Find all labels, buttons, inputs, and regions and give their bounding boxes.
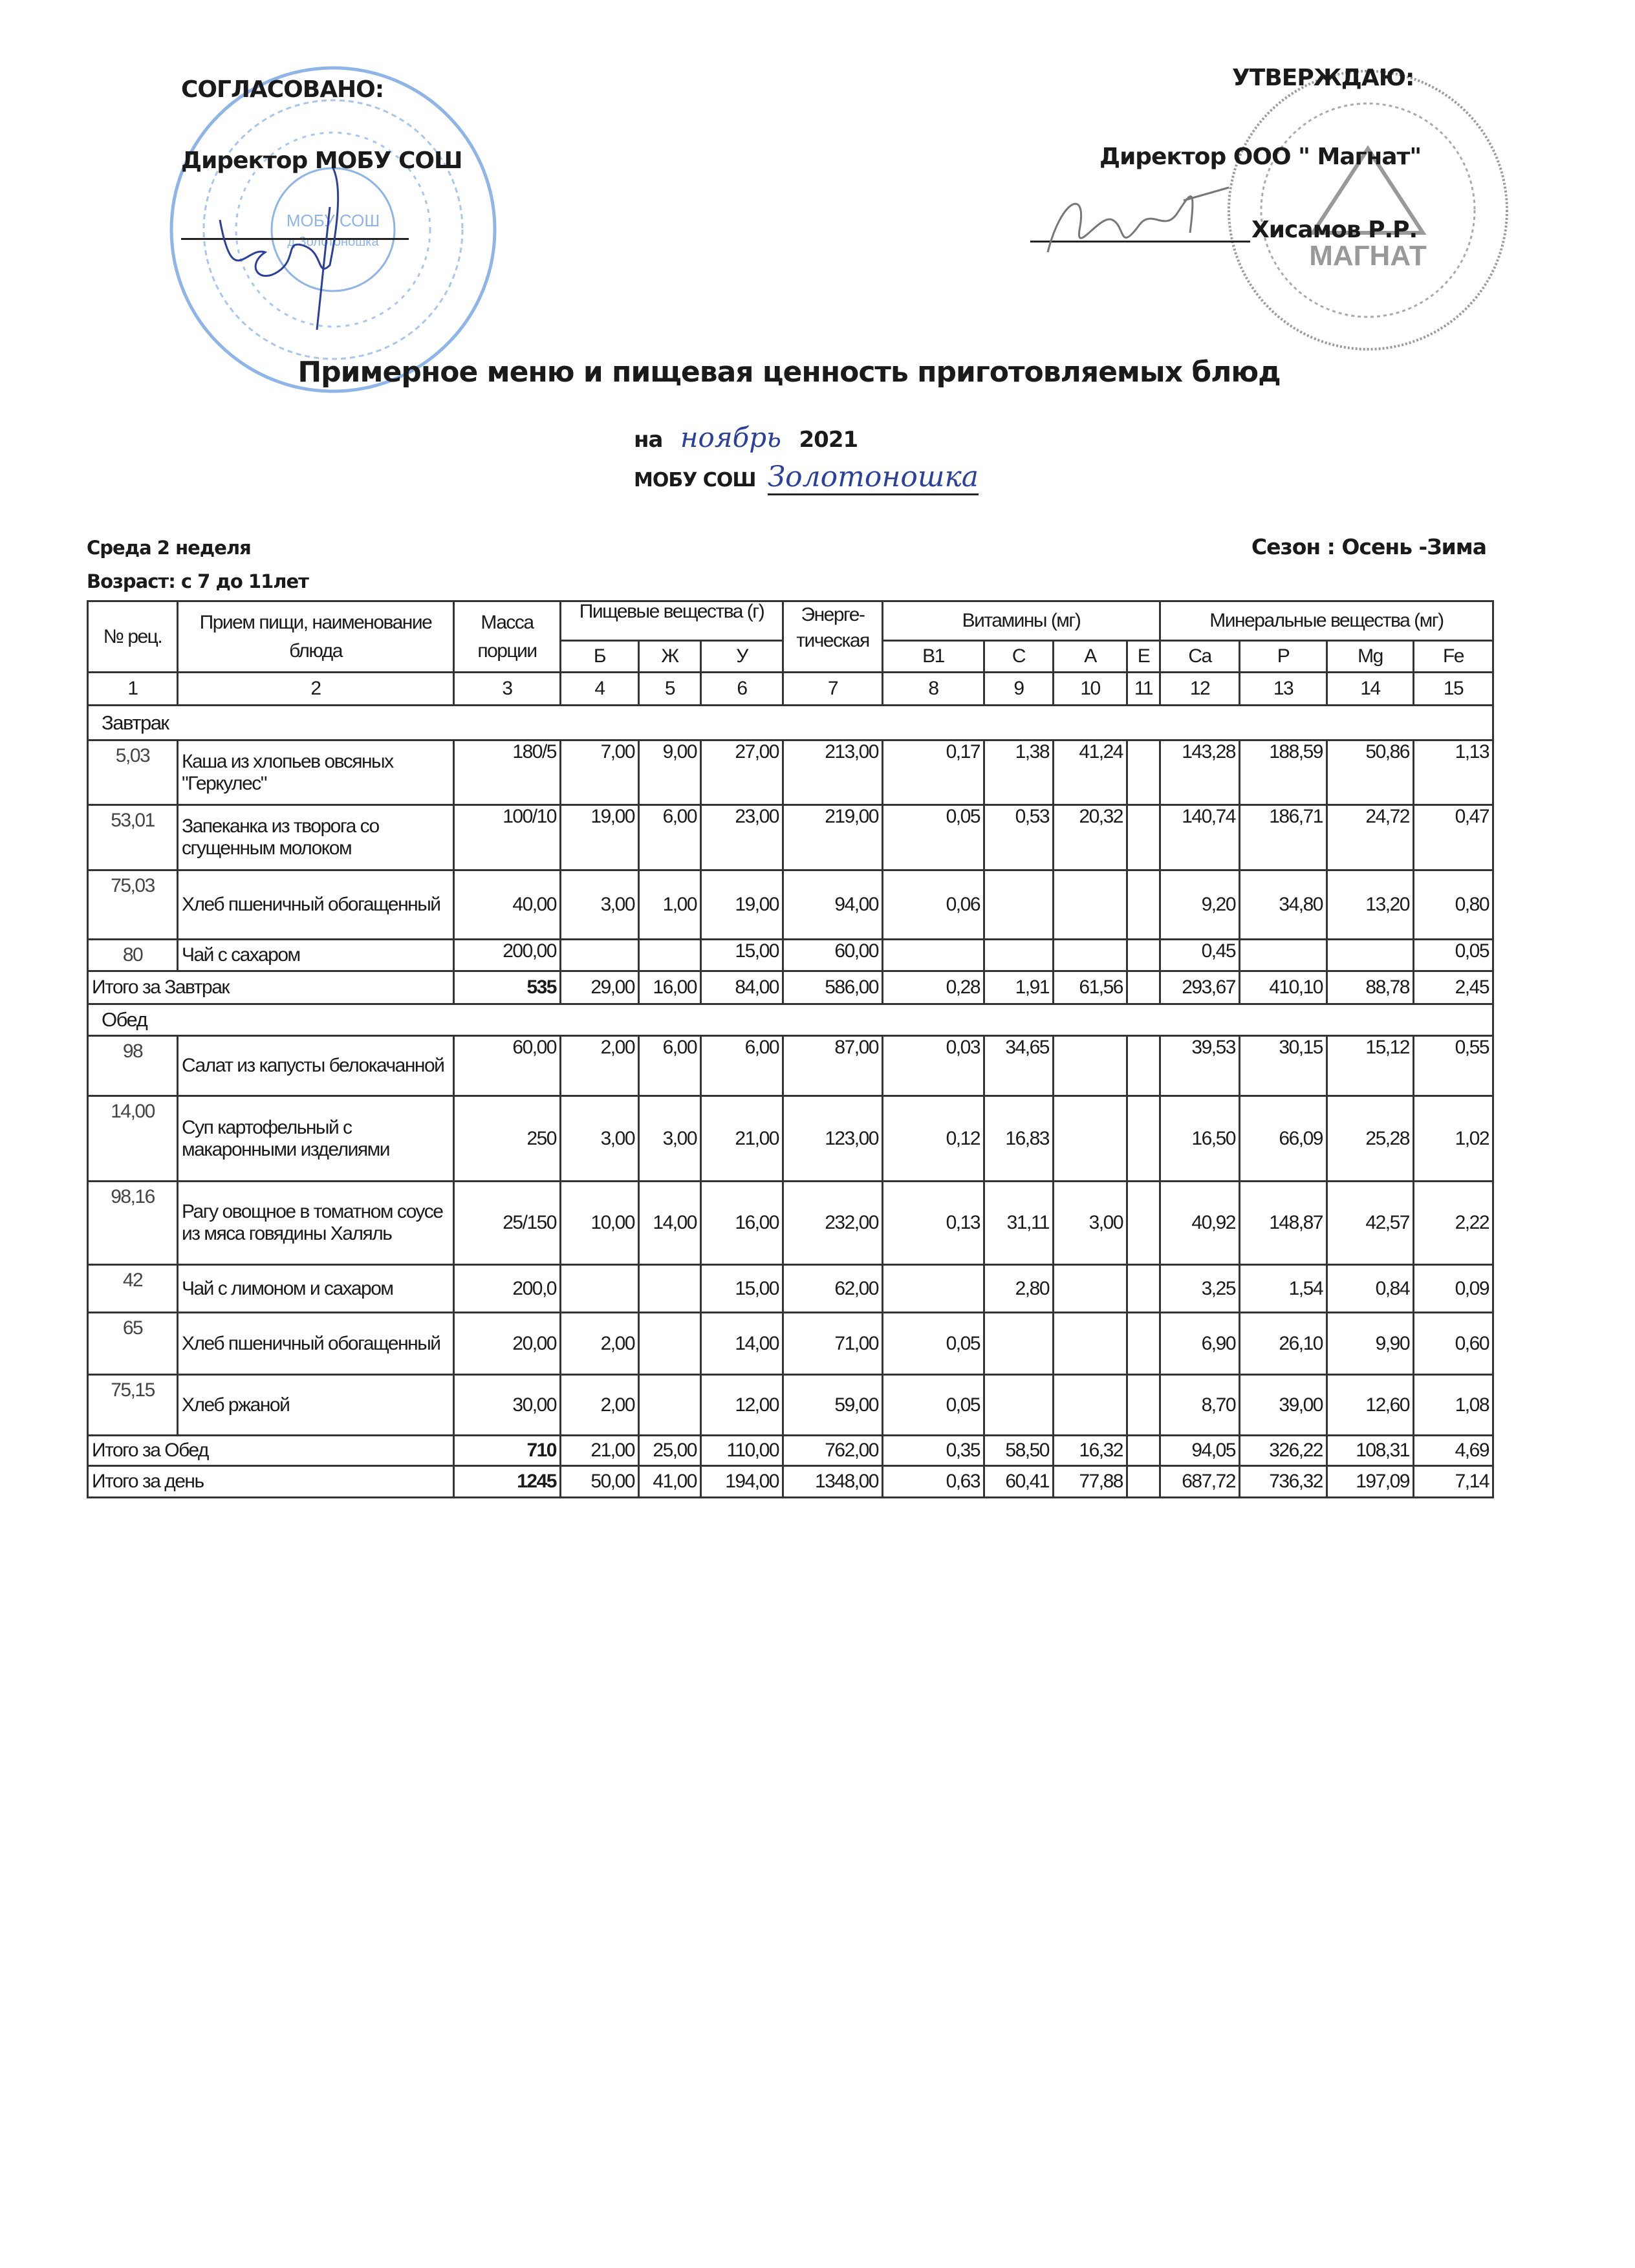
value-cell: 219,00: [783, 805, 883, 870]
approval-left-label: СОГЛАСОВАНО:: [181, 76, 384, 103]
value-cell: 25,28: [1327, 1096, 1414, 1182]
age-label: Возраст: с 7 до 11лет: [87, 570, 309, 592]
total-value: 25,00: [639, 1436, 701, 1466]
value-cell: [639, 940, 701, 971]
column-number: 4: [561, 673, 639, 706]
day-total-value: 60,41: [984, 1466, 1054, 1498]
value-cell: 0,05: [883, 805, 984, 870]
value-cell: 0,47: [1414, 805, 1493, 870]
dish-name: Рагу овощное в томатном соусе из мяса говядины Халяль: [178, 1182, 454, 1265]
value-cell: 40,00: [454, 870, 561, 940]
value-cell: 19,00: [701, 870, 783, 940]
value-cell: 42,57: [1327, 1182, 1414, 1265]
date-year: 2021: [799, 427, 858, 453]
value-cell: 94,00: [783, 870, 883, 940]
total-value: 410,10: [1240, 971, 1327, 1004]
value-cell: 19,00: [561, 805, 639, 870]
dish-name: Хлеб пшеничный обогащенный: [178, 870, 454, 940]
value-cell: 3,00: [561, 870, 639, 940]
day-total-value: 1348,00: [783, 1466, 883, 1498]
value-cell: 2,80: [984, 1265, 1054, 1313]
value-cell: 123,00: [783, 1096, 883, 1182]
approval-left-position: Директор МОБУ СОШ: [181, 147, 462, 174]
day-total-value: 7,14: [1414, 1466, 1493, 1498]
value-cell: [561, 1265, 639, 1313]
value-cell: [1127, 1182, 1160, 1265]
table-row: [88, 805, 1493, 870]
day-total-value: 50,00: [561, 1466, 639, 1498]
value-cell: 31,11: [984, 1182, 1054, 1265]
value-cell: 1,00: [639, 870, 701, 940]
total-mass: 710: [454, 1436, 561, 1466]
total-value: 2,45: [1414, 971, 1493, 1004]
header-dish: Прием пищи, наименование блюда: [178, 601, 454, 673]
value-cell: [1054, 1313, 1127, 1375]
day-total-value: 194,00: [701, 1466, 783, 1498]
value-cell: [1127, 740, 1160, 805]
subheader-cell: P: [1240, 641, 1327, 673]
recipe-number: 53,01: [88, 805, 178, 870]
value-cell: [1127, 805, 1160, 870]
value-cell: 13,20: [1327, 870, 1414, 940]
value-cell: 60,00: [783, 940, 883, 971]
value-cell: [1054, 940, 1127, 971]
total-value: 16,32: [1054, 1436, 1127, 1466]
value-cell: 16,00: [701, 1182, 783, 1265]
value-cell: 180/5: [454, 740, 561, 805]
column-number: 5: [639, 673, 701, 706]
recipe-number: 14,00: [88, 1096, 178, 1182]
approval-right-label: УТВЕРЖДАЮ:: [1232, 65, 1414, 91]
value-cell: 3,00: [639, 1096, 701, 1182]
table-row: [88, 740, 1493, 805]
dish-name: Салат из капусты белокачанной: [178, 1036, 454, 1096]
table-row: [88, 1096, 1493, 1182]
value-cell: 10,00: [561, 1182, 639, 1265]
value-cell: 0,80: [1414, 870, 1493, 940]
recipe-number: 75,03: [88, 870, 178, 940]
recipe-number: 98,16: [88, 1182, 178, 1265]
value-cell: [1127, 870, 1160, 940]
total-mass: 535: [454, 971, 561, 1004]
section-row: [88, 1004, 1493, 1036]
value-cell: 20,00: [454, 1313, 561, 1375]
value-cell: 24,72: [1327, 805, 1414, 870]
svg-text:д.Золотоношка: д.Золотоношка: [287, 235, 379, 249]
value-cell: 1,54: [1240, 1265, 1327, 1313]
total-value: 16,00: [639, 971, 701, 1004]
school-name-handwritten: Золотоношка: [768, 460, 979, 495]
table-row: [88, 1265, 1493, 1313]
header-energy: Энерге-тическая: [783, 601, 883, 673]
section-name: Завтрак: [88, 706, 1493, 740]
subheader-cell: Fe: [1414, 641, 1493, 673]
value-cell: 140,74: [1160, 805, 1240, 870]
section-name: Обед: [88, 1004, 1493, 1036]
value-cell: 6,00: [639, 1036, 701, 1096]
value-cell: 250: [454, 1096, 561, 1182]
recipe-number: 42: [88, 1265, 178, 1313]
value-cell: 1,08: [1414, 1375, 1493, 1436]
column-number: 12: [1160, 673, 1240, 706]
value-cell: [1327, 940, 1414, 971]
table-row: [88, 870, 1493, 940]
value-cell: 9,00: [639, 740, 701, 805]
subheader-cell: Ca: [1160, 641, 1240, 673]
value-cell: [1054, 1265, 1127, 1313]
table-row: [88, 1182, 1493, 1265]
total-row: [88, 971, 1493, 1004]
value-cell: 9,90: [1327, 1313, 1414, 1375]
value-cell: 39,53: [1160, 1036, 1240, 1096]
value-cell: 6,00: [639, 805, 701, 870]
value-cell: [1127, 1313, 1160, 1375]
value-cell: 15,12: [1327, 1036, 1414, 1096]
header-mass: Масса порции: [454, 601, 561, 673]
dish-name: Суп картофельный с макаронными изделиями: [178, 1096, 454, 1182]
value-cell: 0,13: [883, 1182, 984, 1265]
value-cell: 3,00: [561, 1096, 639, 1182]
value-cell: [1240, 940, 1327, 971]
recipe-number: 80: [88, 940, 178, 971]
column-number: 15: [1414, 673, 1493, 706]
signature-left: [207, 162, 375, 343]
value-cell: 232,00: [783, 1182, 883, 1265]
value-cell: 21,00: [701, 1096, 783, 1182]
day-total-row: [88, 1466, 1493, 1498]
value-cell: 39,00: [1240, 1375, 1327, 1436]
value-cell: [1127, 1375, 1160, 1436]
value-cell: 0,17: [883, 740, 984, 805]
value-cell: 0,03: [883, 1036, 984, 1096]
column-number: 8: [883, 673, 984, 706]
total-value: 29,00: [561, 971, 639, 1004]
day-total-value: 197,09: [1327, 1466, 1414, 1498]
value-cell: 40,92: [1160, 1182, 1240, 1265]
value-cell: 12,00: [701, 1375, 783, 1436]
value-cell: 62,00: [783, 1265, 883, 1313]
value-cell: 2,00: [561, 1036, 639, 1096]
day-total-value: 736,32: [1240, 1466, 1327, 1498]
value-cell: 14,00: [701, 1313, 783, 1375]
subheader-cell: Ж: [639, 641, 701, 673]
total-value: [1127, 1436, 1160, 1466]
total-value: 21,00: [561, 1436, 639, 1466]
value-cell: 15,00: [701, 940, 783, 971]
value-cell: 16,83: [984, 1096, 1054, 1182]
subheader-cell: Б: [561, 641, 639, 673]
value-cell: [639, 1313, 701, 1375]
total-value: 61,56: [1054, 971, 1127, 1004]
value-cell: 6,90: [1160, 1313, 1240, 1375]
dish-name: Каша из хлопьев овсяных "Геркулес": [178, 740, 454, 805]
column-number: 7: [783, 673, 883, 706]
value-cell: 1,02: [1414, 1096, 1493, 1182]
total-row: [88, 1436, 1493, 1466]
value-cell: 60,00: [454, 1036, 561, 1096]
total-value: [1127, 971, 1160, 1004]
value-cell: 0,12: [883, 1096, 984, 1182]
column-number: 14: [1327, 673, 1414, 706]
recipe-number: 98: [88, 1036, 178, 1096]
value-cell: 20,32: [1054, 805, 1127, 870]
value-cell: 0,55: [1414, 1036, 1493, 1096]
value-cell: [1127, 1096, 1160, 1182]
table-row: [88, 1375, 1493, 1436]
day-label: Среда 2 неделя: [87, 537, 251, 559]
total-label: Итого за Завтрак: [88, 971, 454, 1004]
value-cell: [1127, 1036, 1160, 1096]
value-cell: [1054, 870, 1127, 940]
value-cell: 12,60: [1327, 1375, 1414, 1436]
column-number: 3: [454, 673, 561, 706]
date-month-handwritten: ноябрь: [680, 422, 782, 453]
recipe-number: 75,15: [88, 1375, 178, 1436]
total-value: 762,00: [783, 1436, 883, 1466]
total-value: 110,00: [701, 1436, 783, 1466]
value-cell: [1054, 1096, 1127, 1182]
day-total-value: [1127, 1466, 1160, 1498]
table-row: [88, 1036, 1493, 1096]
total-value: 1,91: [984, 971, 1054, 1004]
dish-name: Хлеб пшеничный обогащенный: [178, 1313, 454, 1375]
value-cell: 87,00: [783, 1036, 883, 1096]
value-cell: 2,22: [1414, 1182, 1493, 1265]
value-cell: 7,00: [561, 740, 639, 805]
value-cell: [1054, 1036, 1127, 1096]
value-cell: 15,00: [701, 1265, 783, 1313]
value-cell: 0,53: [984, 805, 1054, 870]
column-number: 9: [984, 673, 1054, 706]
header-nutrients: Пищевые вещества (г): [561, 601, 783, 641]
value-cell: [1054, 1375, 1127, 1436]
svg-text:МАГНАТ: МАГНАТ: [1309, 240, 1427, 272]
dish-name: Чай с сахаром: [178, 940, 454, 971]
day-total-value: 0,63: [883, 1466, 984, 1498]
value-cell: 213,00: [783, 740, 883, 805]
total-value: 94,05: [1160, 1436, 1240, 1466]
total-value: 4,69: [1414, 1436, 1493, 1466]
subheader-cell: А: [1054, 641, 1127, 673]
subheader-cell: С: [984, 641, 1054, 673]
value-cell: [1127, 940, 1160, 971]
value-cell: 30,00: [454, 1375, 561, 1436]
value-cell: 27,00: [701, 740, 783, 805]
value-cell: 34,65: [984, 1036, 1054, 1096]
value-cell: 0,60: [1414, 1313, 1493, 1375]
recipe-number: 65: [88, 1313, 178, 1375]
dish-name: Хлеб ржаной: [178, 1375, 454, 1436]
value-cell: 26,10: [1240, 1313, 1327, 1375]
signature-right: [1035, 175, 1248, 278]
value-cell: 200,00: [454, 940, 561, 971]
table-row: [88, 940, 1493, 971]
value-cell: 23,00: [701, 805, 783, 870]
menu-table: [87, 600, 1494, 1498]
school-prefix: МОБУ СОШ: [634, 469, 756, 491]
date-line: [634, 422, 858, 453]
dish-name: Чай с лимоном и сахаром: [178, 1265, 454, 1313]
value-cell: [984, 1313, 1054, 1375]
value-cell: [883, 1265, 984, 1313]
dish-name: Запеканка из творога со сгущенным молоком: [178, 805, 454, 870]
column-number: 1: [88, 673, 178, 706]
value-cell: 188,59: [1240, 740, 1327, 805]
total-value: 293,67: [1160, 971, 1240, 1004]
value-cell: 30,15: [1240, 1036, 1327, 1096]
header-rec-no: № рец.: [88, 601, 178, 673]
value-cell: [639, 1265, 701, 1313]
value-cell: 186,71: [1240, 805, 1327, 870]
subheader-cell: У: [701, 641, 783, 673]
value-cell: 2,00: [561, 1375, 639, 1436]
approver-name: Хисамов Р.Р.: [1251, 217, 1418, 243]
total-value: 586,00: [783, 971, 883, 1004]
subheader-cell: В1: [883, 641, 984, 673]
value-cell: 8,70: [1160, 1375, 1240, 1436]
total-value: 108,31: [1327, 1436, 1414, 1466]
value-cell: 3,00: [1054, 1182, 1127, 1265]
season-label: Сезон : Осень -Зима: [1251, 534, 1486, 559]
day-total-value: 77,88: [1054, 1466, 1127, 1498]
value-cell: 59,00: [783, 1375, 883, 1436]
value-cell: 9,20: [1160, 870, 1240, 940]
value-cell: 3,25: [1160, 1265, 1240, 1313]
svg-text:МОБУ СОШ: МОБУ СОШ: [286, 211, 380, 230]
date-prefix: на: [634, 427, 663, 453]
value-cell: 1,38: [984, 740, 1054, 805]
day-total-value: 41,00: [639, 1466, 701, 1498]
value-cell: 6,00: [701, 1036, 783, 1096]
value-cell: 16,50: [1160, 1096, 1240, 1182]
value-cell: 0,05: [883, 1375, 984, 1436]
value-cell: 50,86: [1327, 740, 1414, 805]
header-minerals: Минеральные вещества (мг): [1160, 601, 1493, 641]
company-stamp: [1222, 65, 1513, 356]
value-cell: 34,80: [1240, 870, 1327, 940]
value-cell: 148,87: [1240, 1182, 1327, 1265]
value-cell: 100/10: [454, 805, 561, 870]
value-cell: [883, 940, 984, 971]
column-number: 2: [178, 673, 454, 706]
recipe-number: 5,03: [88, 740, 178, 805]
value-cell: [1127, 1265, 1160, 1313]
header-vitamins: Витамины (мг): [883, 601, 1160, 641]
total-value: 326,22: [1240, 1436, 1327, 1466]
value-cell: 66,09: [1240, 1096, 1327, 1182]
column-number: 6: [701, 673, 783, 706]
value-cell: 14,00: [639, 1182, 701, 1265]
value-cell: 25/150: [454, 1182, 561, 1265]
page-title: Примерное меню и пищевая ценность приготовляемых блюд: [298, 356, 1281, 389]
value-cell: 0,05: [1414, 940, 1493, 971]
value-cell: [984, 940, 1054, 971]
column-number: 11: [1127, 673, 1160, 706]
subheader-cell: Е: [1127, 641, 1160, 673]
value-cell: 0,05: [883, 1313, 984, 1375]
total-value: 88,78: [1327, 971, 1414, 1004]
value-cell: 143,28: [1160, 740, 1240, 805]
total-value: 0,35: [883, 1436, 984, 1466]
total-value: 0,28: [883, 971, 984, 1004]
subheader-cell: Mg: [1327, 641, 1414, 673]
table-row: [88, 1313, 1493, 1375]
value-cell: [561, 940, 639, 971]
value-cell: 2,00: [561, 1313, 639, 1375]
school-line: [634, 460, 979, 493]
value-cell: [984, 870, 1054, 940]
value-cell: 0,06: [883, 870, 984, 940]
value-cell: 0,45: [1160, 940, 1240, 971]
day-total-value: 687,72: [1160, 1466, 1240, 1498]
value-cell: 0,09: [1414, 1265, 1493, 1313]
value-cell: 41,24: [1054, 740, 1127, 805]
value-cell: 0,84: [1327, 1265, 1414, 1313]
value-cell: [639, 1375, 701, 1436]
total-value: 58,50: [984, 1436, 1054, 1466]
value-cell: 200,0: [454, 1265, 561, 1313]
total-label: Итого за Обед: [88, 1436, 454, 1466]
column-number: 13: [1240, 673, 1327, 706]
approval-right-position: Директор ООО " Магнат": [1099, 144, 1422, 170]
day-total-mass: 1245: [454, 1466, 561, 1498]
column-number: 10: [1054, 673, 1127, 706]
value-cell: 71,00: [783, 1313, 883, 1375]
section-row: [88, 706, 1493, 740]
value-cell: [984, 1375, 1054, 1436]
value-cell: 1,13: [1414, 740, 1493, 805]
total-value: 84,00: [701, 971, 783, 1004]
day-total-label: Итого за день: [88, 1466, 454, 1498]
